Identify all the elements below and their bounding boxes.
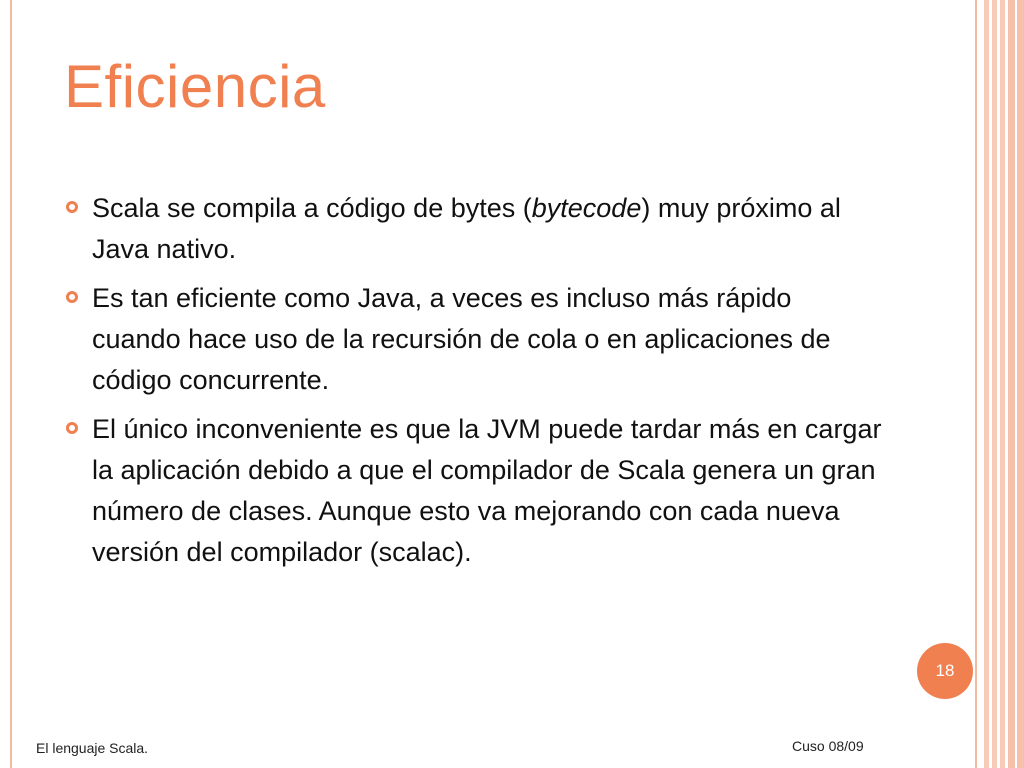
page-number: 18 <box>935 661 955 680</box>
bullet-item <box>64 409 884 573</box>
ring-bullet-icon <box>66 291 78 303</box>
bullet-item <box>64 278 884 401</box>
page-number-badge <box>917 643 973 699</box>
bullet-emphasis: bytecode <box>531 193 642 223</box>
bullet-text: El único inconveniente es que la JVM puede tardar más en cargar la aplicación debido a que el compilador de Scala genera un gran número de clases. Aunque esto va mejorando con cada nueva versión del compilador (scalac). <box>92 414 882 567</box>
decorative-stripe <box>1000 0 1005 768</box>
slide-title: Eficiencia <box>64 53 326 120</box>
decorative-stripe <box>1017 0 1024 768</box>
frame-left-line <box>10 0 12 768</box>
decorative-stripe <box>984 0 989 768</box>
ring-bullet-icon <box>66 201 78 213</box>
frame-right-line <box>975 0 977 768</box>
decorative-stripe <box>992 0 997 768</box>
bullet-text: Scala se compila a código de bytes ( <box>92 193 532 223</box>
decorative-stripe <box>1008 0 1015 768</box>
bullet-text: ) muy próximo al Java nativo. <box>92 193 841 264</box>
bullet-text: Es tan eficiente como Java, a veces es incluso más rápido cuando hace uso de la recursión de cola o en aplicaciones de código concurrente. <box>92 283 831 395</box>
footer-right-text: Cuso 08/09 <box>792 738 864 754</box>
bullet-item <box>64 188 884 270</box>
footer-left-text: El lenguaje Scala. <box>36 740 149 756</box>
ring-bullet-icon <box>66 422 78 434</box>
bullet-list <box>64 188 884 581</box>
